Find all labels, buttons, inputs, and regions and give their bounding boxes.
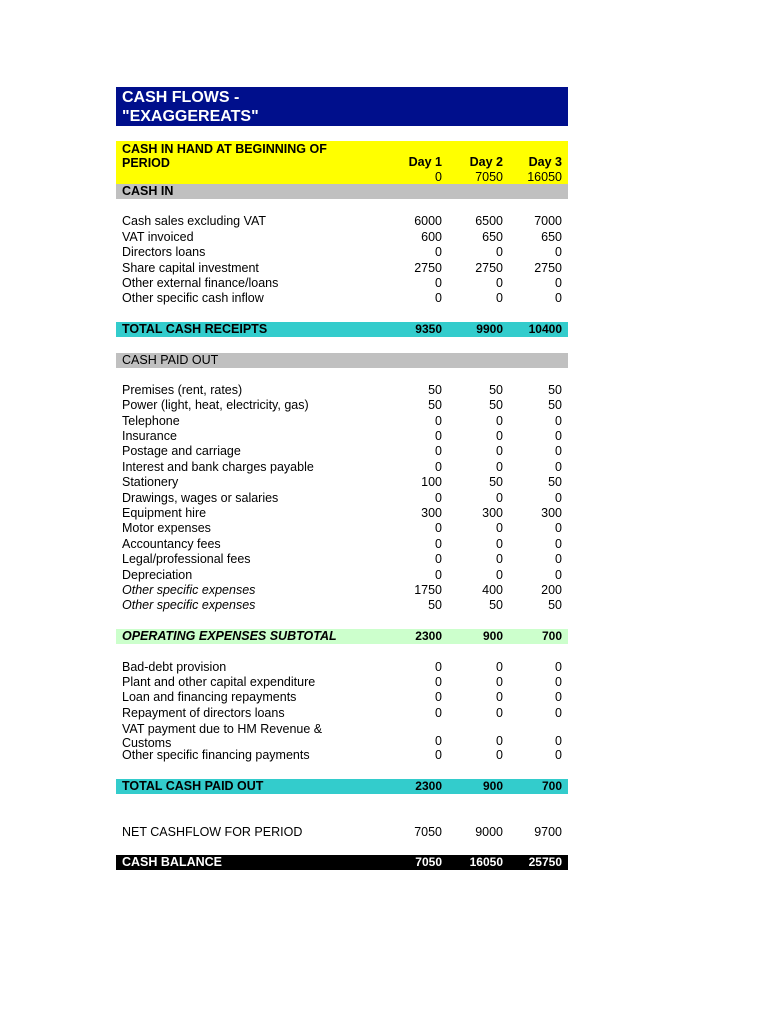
operating-expenses-subtotal-row xyxy=(116,629,568,644)
cash-balance-day-2: 16050 xyxy=(469,855,503,870)
total-cash-paid-out-day-2: 900 xyxy=(482,778,503,793)
expense-item-day-1: 0 xyxy=(435,459,442,474)
opening-cash-day-3: 16050 xyxy=(527,170,562,184)
expense-item-label: Motor expenses xyxy=(122,521,211,536)
total-cash-paid-out-day-1: 2300 xyxy=(415,778,442,793)
cash-in-item-day-3: 650 xyxy=(541,229,562,244)
financing-item-row xyxy=(116,706,568,721)
total-cash-receipts-day-1: 9350 xyxy=(415,322,442,337)
cash-balance-day-1: 7050 xyxy=(415,855,442,870)
cash-in-item-label: Other specific cash inflow xyxy=(122,291,264,306)
expense-item-day-3: 0 xyxy=(555,413,562,428)
cash-in-item-day-3: 7000 xyxy=(534,214,562,229)
expense-item-day-2: 50 xyxy=(489,598,503,613)
cash-in-item-day-1: 0 xyxy=(435,275,442,290)
spacer xyxy=(116,794,568,825)
expense-item-day-1: 0 xyxy=(435,552,442,567)
opening-cash-day-2: 7050 xyxy=(475,170,503,184)
expense-item-day-2: 0 xyxy=(496,490,503,505)
cash-paid-out-heading xyxy=(116,353,568,368)
total-cash-receipts-day-2: 9900 xyxy=(476,322,503,337)
total-cash-paid-out-day-3: 700 xyxy=(541,778,562,793)
expense-item-day-1: 1750 xyxy=(414,582,442,597)
expense-item-day-2: 0 xyxy=(496,413,503,428)
cash-balance-row xyxy=(116,855,568,870)
cash-in-rows xyxy=(116,214,568,306)
expense-item-day-2: 0 xyxy=(496,536,503,551)
expense-item-day-1: 100 xyxy=(421,475,442,490)
expense-item-day-2: 50 xyxy=(489,475,503,490)
expense-item-day-2: 400 xyxy=(482,582,503,597)
cash-in-heading-label: CASH IN xyxy=(122,184,174,198)
cash-in-item-day-1: 2750 xyxy=(414,260,442,275)
expense-item-row xyxy=(116,414,568,429)
cash-in-item-day-2: 650 xyxy=(482,229,503,244)
expense-item-day-3: 0 xyxy=(555,536,562,551)
spacer xyxy=(116,199,568,214)
expense-item-row xyxy=(116,429,568,444)
financing-item-day-2: 0 xyxy=(496,690,503,705)
expense-item-row xyxy=(116,583,568,598)
cash-in-heading xyxy=(116,184,568,199)
cash-in-item-day-3: 0 xyxy=(555,275,562,290)
expense-item-label: Postage and carriage xyxy=(122,444,241,459)
cash-in-item-row xyxy=(116,230,568,245)
financing-item-day-1: 0 xyxy=(435,690,442,705)
financing-item-row xyxy=(116,690,568,705)
financing-item-day-3: 0 xyxy=(555,690,562,705)
expense-item-label: Telephone xyxy=(122,413,180,428)
vat-payment-label xyxy=(122,722,322,750)
opening-cash-label xyxy=(122,142,372,170)
expense-item-day-2: 300 xyxy=(482,506,503,521)
spacer xyxy=(116,368,568,383)
expense-item-label: Stationery xyxy=(122,475,179,490)
day-1-header: Day 1 xyxy=(408,155,442,169)
expense-item-day-1: 0 xyxy=(435,490,442,505)
financing-item-row xyxy=(116,660,568,675)
expense-item-day-1: 300 xyxy=(421,506,442,521)
expense-item-day-2: 50 xyxy=(489,398,503,413)
spacer xyxy=(116,614,568,629)
cash-in-item-label: Cash sales excluding VAT xyxy=(122,214,267,229)
title-line-2: "EXAGGEREATS" xyxy=(122,108,259,125)
cash-in-item-row xyxy=(116,245,568,260)
cash-balance-label: CASH BALANCE xyxy=(122,855,222,870)
financing-item-day-3: 0 xyxy=(555,674,562,689)
cash-in-item-day-1: 600 xyxy=(421,229,442,244)
cashflow-sheet xyxy=(116,87,568,870)
financing-item-day-2: 0 xyxy=(496,705,503,720)
other-financing-payments-day-2: 0 xyxy=(496,748,503,763)
expense-item-day-1: 50 xyxy=(428,598,442,613)
vat-payment-label-line2: Customs xyxy=(122,736,172,751)
total-cash-receipts-day-3: 10400 xyxy=(528,322,562,337)
spacer xyxy=(116,307,568,322)
day-2-header: Day 2 xyxy=(469,155,503,169)
operating-expenses-subtotal-day-1: 2300 xyxy=(415,629,442,644)
expense-item-day-3: 200 xyxy=(541,582,562,597)
expense-item-row xyxy=(116,537,568,552)
expense-item-day-1: 0 xyxy=(435,536,442,551)
expense-item-day-1: 0 xyxy=(435,521,442,536)
expense-item-row xyxy=(116,521,568,536)
cash-in-item-label: Share capital investment xyxy=(122,260,259,275)
vat-payment-day-1: 0 xyxy=(435,734,442,749)
expense-item-row xyxy=(116,598,568,613)
cash-balance-day-3: 25750 xyxy=(528,855,562,870)
operating-expenses-subtotal-day-3: 700 xyxy=(541,629,562,644)
net-cashflow-day-2: 9000 xyxy=(475,824,503,839)
expense-item-row xyxy=(116,506,568,521)
operating-expenses-subtotal-day-2: 900 xyxy=(482,629,503,644)
cash-in-item-day-2: 2750 xyxy=(475,260,503,275)
expense-item-day-2: 0 xyxy=(496,429,503,444)
expense-item-row xyxy=(116,552,568,567)
financing-item-day-2: 0 xyxy=(496,659,503,674)
financing-item-day-2: 0 xyxy=(496,674,503,689)
expense-item-day-1: 0 xyxy=(435,413,442,428)
financing-item-day-1: 0 xyxy=(435,659,442,674)
expense-item-label: Legal/professional fees xyxy=(122,552,251,567)
expense-item-day-3: 0 xyxy=(555,521,562,536)
other-financing-payments-day-3: 0 xyxy=(555,748,562,763)
spacer xyxy=(116,337,568,352)
financing-item-label: Repayment of directors loans xyxy=(122,705,285,720)
cash-in-item-day-2: 6500 xyxy=(475,214,503,229)
vat-payment-day-2: 0 xyxy=(496,734,503,749)
expense-item-row xyxy=(116,383,568,398)
net-cashflow-day-1: 7050 xyxy=(414,824,442,839)
expense-item-day-2: 0 xyxy=(496,521,503,536)
expense-item-day-2: 0 xyxy=(496,567,503,582)
financing-item-day-3: 0 xyxy=(555,659,562,674)
cash-in-item-label: VAT invoiced xyxy=(122,229,194,244)
other-financing-payments-label: Other specific financing payments xyxy=(122,748,310,763)
other-financing-payments-day-1: 0 xyxy=(435,748,442,763)
expense-item-label: Other specific expenses xyxy=(122,582,256,597)
vat-payment-row xyxy=(116,721,568,751)
cash-in-item-day-2: 0 xyxy=(496,291,503,306)
title-line-1: CASH FLOWS - xyxy=(122,89,240,106)
vat-payment-label-line1: VAT payment due to HM Revenue & xyxy=(122,722,323,737)
expense-item-day-3: 50 xyxy=(548,598,562,613)
expense-item-row xyxy=(116,398,568,413)
cash-in-item-day-1: 0 xyxy=(435,291,442,306)
expense-item-row xyxy=(116,475,568,490)
expense-item-day-3: 50 xyxy=(548,475,562,490)
opening-cash-day-1: 0 xyxy=(435,170,442,184)
expense-item-label: Drawings, wages or salaries xyxy=(122,490,279,505)
financing-rows xyxy=(116,660,568,722)
total-cash-paid-out-label: TOTAL CASH PAID OUT xyxy=(122,778,264,793)
expense-item-day-2: 50 xyxy=(489,382,503,397)
other-financing-payments-row xyxy=(116,748,568,763)
expense-item-day-1: 0 xyxy=(435,429,442,444)
opening-cash-label-line1: CASH IN HAND AT BEGINNING OF xyxy=(122,142,327,156)
cash-in-item-day-3: 2750 xyxy=(534,260,562,275)
day-3-header: Day 3 xyxy=(528,155,562,169)
sheet-title xyxy=(116,87,568,126)
cash-in-item-row xyxy=(116,291,568,306)
expense-item-day-3: 0 xyxy=(555,567,562,582)
cash-in-item-day-3: 0 xyxy=(555,291,562,306)
expense-item-label: Depreciation xyxy=(122,567,193,582)
financing-item-label: Loan and financing repayments xyxy=(122,690,297,705)
cash-in-item-row xyxy=(116,261,568,276)
financing-item-day-1: 0 xyxy=(435,705,442,720)
expense-item-row xyxy=(116,568,568,583)
expense-item-day-1: 0 xyxy=(435,444,442,459)
cash-in-item-label: Other external finance/loans xyxy=(122,275,279,290)
cash-in-item-day-2: 0 xyxy=(496,275,503,290)
expense-item-row xyxy=(116,444,568,459)
expense-item-day-1: 50 xyxy=(428,398,442,413)
total-cash-paid-out-row xyxy=(116,779,568,794)
expense-item-day-2: 0 xyxy=(496,552,503,567)
net-cashflow-day-3: 9700 xyxy=(534,824,562,839)
financing-item-day-1: 0 xyxy=(435,674,442,689)
expense-item-label: Power (light, heat, electricity, gas) xyxy=(122,398,309,413)
financing-item-label: Plant and other capital expenditure xyxy=(122,674,316,689)
financing-item-label: Bad-debt provision xyxy=(122,659,227,674)
expense-item-day-1: 0 xyxy=(435,567,442,582)
opening-cash-header xyxy=(116,141,568,184)
expense-item-label: Other specific expenses xyxy=(122,598,256,613)
expense-item-day-3: 50 xyxy=(548,382,562,397)
expense-item-day-2: 0 xyxy=(496,459,503,474)
expense-item-day-2: 0 xyxy=(496,444,503,459)
cash-in-item-label: Directors loans xyxy=(122,245,206,260)
net-cashflow-label: NET CASHFLOW FOR PERIOD xyxy=(122,824,303,839)
cash-paid-out-heading-label: CASH PAID OUT xyxy=(122,352,219,367)
total-cash-receipts-row xyxy=(116,322,568,337)
expense-item-day-3: 50 xyxy=(548,398,562,413)
total-cash-receipts-label: TOTAL CASH RECEIPTS xyxy=(122,322,268,337)
cash-in-item-row xyxy=(116,214,568,229)
expense-item-label: Premises (rent, rates) xyxy=(122,382,243,397)
opening-cash-label-line2: PERIOD xyxy=(122,156,170,170)
spacer xyxy=(116,764,568,779)
expense-item-day-3: 0 xyxy=(555,490,562,505)
expense-item-day-1: 50 xyxy=(428,382,442,397)
expense-item-day-3: 0 xyxy=(555,429,562,444)
spacer xyxy=(116,644,568,659)
expense-item-label: Insurance xyxy=(122,429,177,444)
vat-payment-day-3: 0 xyxy=(555,734,562,749)
expense-item-day-3: 0 xyxy=(555,444,562,459)
expense-item-row xyxy=(116,491,568,506)
cash-in-item-day-1: 0 xyxy=(435,245,442,260)
financing-item-day-3: 0 xyxy=(555,705,562,720)
cash-in-item-day-2: 0 xyxy=(496,245,503,260)
operating-expenses-subtotal-label: OPERATING EXPENSES SUBTOTAL xyxy=(122,629,337,644)
expense-item-label: Accountancy fees xyxy=(122,536,221,551)
expense-item-row xyxy=(116,460,568,475)
cash-in-item-day-3: 0 xyxy=(555,245,562,260)
expense-item-label: Interest and bank charges payable xyxy=(122,459,314,474)
expense-item-day-3: 300 xyxy=(541,506,562,521)
cash-in-item-row xyxy=(116,276,568,291)
spacer xyxy=(116,840,568,855)
expense-item-day-3: 0 xyxy=(555,459,562,474)
cash-in-item-day-1: 6000 xyxy=(414,214,442,229)
financing-item-row xyxy=(116,675,568,690)
expense-item-day-3: 0 xyxy=(555,552,562,567)
expense-item-label: Equipment hire xyxy=(122,506,207,521)
cash-out-rows xyxy=(116,383,568,614)
net-cashflow-row xyxy=(116,825,568,840)
